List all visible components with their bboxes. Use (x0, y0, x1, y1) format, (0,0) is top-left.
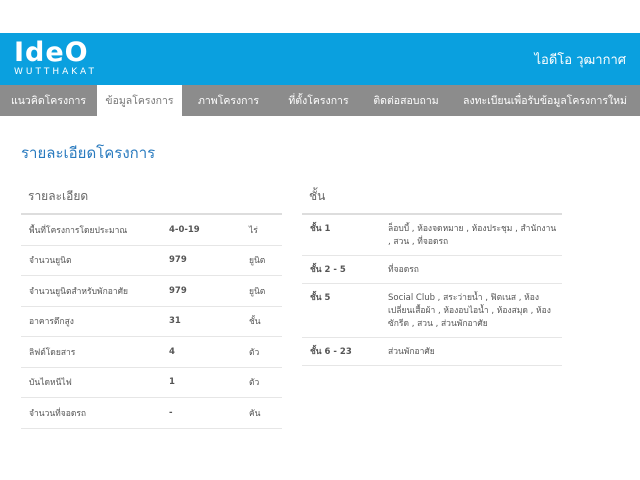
detail-label: พื้นที่โครงการโดยประมาณ (29, 225, 128, 236)
nav-concept[interactable]: แนวคิดโครงการ (10, 95, 86, 107)
floors-panel (302, 182, 562, 366)
detail-label: จำนวนที่จอดรถ (29, 408, 87, 419)
detail-row (21, 398, 282, 429)
site-header (0, 33, 640, 85)
project-name: ไอดีโอ วุฒากาศ (534, 53, 626, 68)
details-heading: รายละเอียด (21, 182, 282, 215)
detail-row (21, 246, 282, 277)
detail-value: 4 (169, 346, 175, 357)
floor-row (302, 215, 562, 256)
nav-contact[interactable]: ติดต่อสอบถาม (373, 95, 439, 107)
floor-name: ชั้น 2 - 5 (310, 265, 346, 275)
detail-row (21, 368, 282, 399)
detail-row (21, 215, 282, 246)
detail-value: 4-0-19 (169, 224, 200, 235)
nav-gallery[interactable]: ภาพโครงการ (197, 95, 260, 107)
detail-row (21, 276, 282, 307)
floor-row (302, 256, 562, 284)
detail-value: 979 (169, 255, 187, 266)
floors-heading: ชั้น (302, 182, 562, 215)
details-panel (21, 182, 282, 429)
detail-unit: ตัว (249, 378, 260, 389)
floor-description: Social Club , สระว่ายน้ำ , ฟิตเนส , ห้องเปลี่ยนเสื้อผ้า , ห้องอบไอน้ำ , ห้องสมุด , ห้องซักรีด , สวน , ส่วนพักอาศัย (388, 293, 551, 329)
floor-description: ล็อบบี้ , ห้องจดหมาย , ห้องประชุม , สำนักงาน , สวน , ที่จอดรถ (388, 224, 557, 247)
detail-label: บันไดหนีไฟ (29, 378, 72, 389)
detail-value: - (169, 407, 173, 418)
floor-name: ชั้น 1 (310, 224, 331, 234)
detail-unit: ยูนิต (249, 256, 266, 267)
detail-label: อาคารตึกสูง (29, 317, 74, 328)
floor-name: ชั้น 5 (310, 293, 331, 303)
detail-value: 31 (169, 316, 181, 327)
logo-subtitle: WUTTHAKAT (14, 67, 97, 77)
detail-label: จำนวนยูนิตสำหรับพักอาศัย (29, 286, 128, 297)
nav-register[interactable]: ลงทะเบียนเพื่อรับข้อมูลโครงการใหม่ (463, 95, 627, 107)
detail-value: 1 (169, 377, 175, 388)
detail-row (21, 307, 282, 338)
detail-label: ลิฟต์โดยสาร (29, 347, 76, 358)
nav-project-info[interactable]: ข้อมูลโครงการ (97, 85, 182, 116)
detail-unit: ชั้น (249, 317, 261, 328)
detail-unit: ไร่ (249, 225, 258, 236)
detail-label: จำนวนยูนิต (29, 256, 72, 267)
floor-row (302, 284, 562, 338)
ideo-logo[interactable] (14, 39, 97, 78)
floor-description: ส่วนพักอาศัย (388, 347, 435, 357)
page-title: รายละเอียดโครงการ (21, 144, 156, 162)
floor-name: ชั้น 6 - 23 (310, 347, 352, 357)
detail-unit: ยูนิต (249, 286, 266, 297)
logo-wordmark: IdeO (14, 37, 89, 68)
main-navigation (0, 85, 640, 116)
detail-row (21, 337, 282, 368)
detail-value: 979 (169, 285, 187, 296)
detail-unit: คัน (249, 408, 261, 419)
floor-description: ที่จอดรถ (388, 265, 419, 275)
detail-unit: ตัว (249, 347, 260, 358)
floor-row (302, 338, 562, 366)
nav-location[interactable]: ที่ตั้งโครงการ (288, 95, 349, 107)
